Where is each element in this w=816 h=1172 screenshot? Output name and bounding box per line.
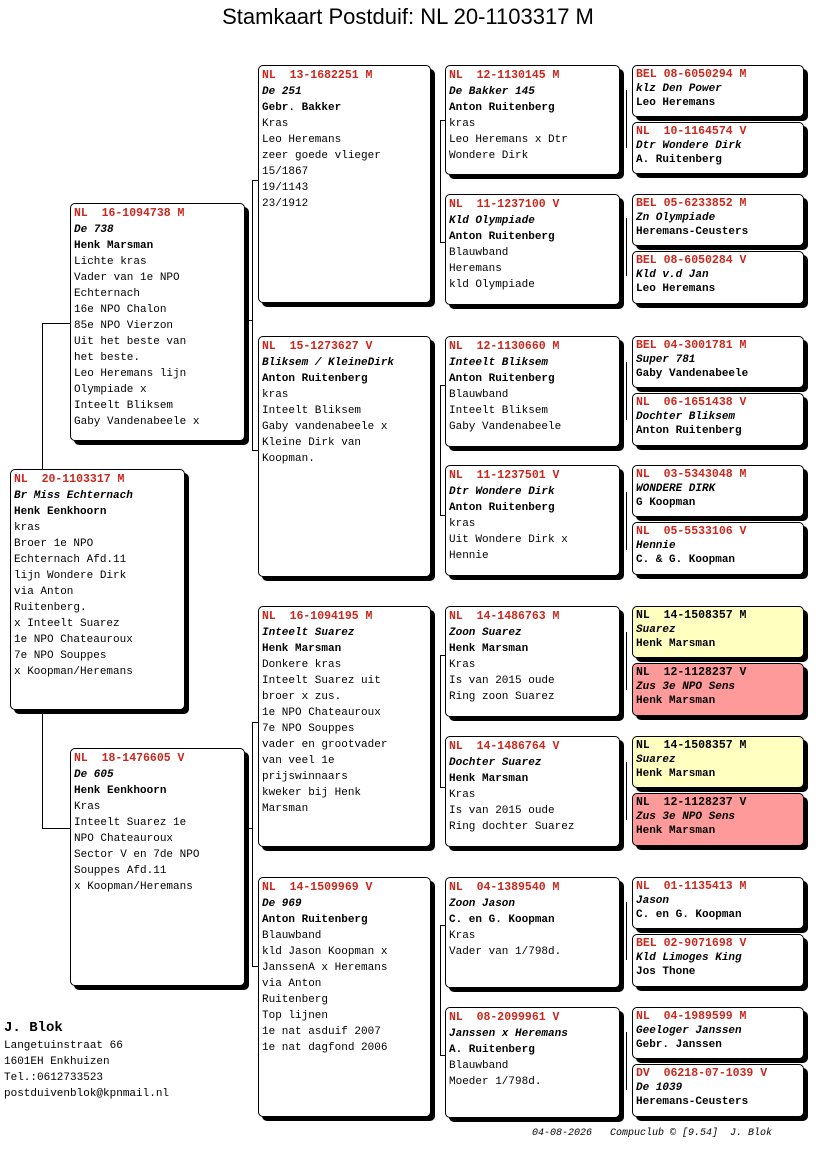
breeder-name: C. en G. Koopman [636,909,742,921]
pigeon-card-mmf [445,877,620,988]
info-line: Ring dochter Suarez [449,821,575,833]
pigeon-name: Kld Limoges King [636,952,742,964]
breeder-name: Gebr. Janssen [636,1039,722,1051]
info-line: 1e NPO Chateauroux [262,707,381,719]
pigeon-name: Dochter Bliksem [636,411,736,423]
page-title: Stamkaart Postduif: NL 20-1103317 M [222,4,594,29]
pigeon-card-g11 [632,736,804,788]
footer-text: 04-08-2026 Compuclub © [9.54] J. Blok [532,1128,773,1139]
pigeon-card-g1 [632,65,804,117]
connector-line [626,632,627,690]
breeder-name: Henk Marsman [74,240,154,252]
info-line: Vader van 1/798d. [449,946,562,958]
info-line: Blauwband [449,247,509,259]
breeder-name: Anton Ruitenberg [449,373,555,385]
connector-line [626,218,627,276]
pigeon-card-fmm [445,465,620,576]
info-line: Gaby vandenabeele x [262,421,388,433]
info-line: Hennie [449,550,489,562]
info-line: lijn Wondere Dirk [14,570,127,582]
info-line: Moeder 1/798d. [449,1076,542,1088]
pigeon-card-g13 [632,877,804,929]
info-line: Echternach [74,288,141,300]
ring-number: NL 04-1389540 M [449,881,560,894]
breeder-name: Anton Ruitenberg [262,914,368,926]
info-line: vader en grootvader [262,739,388,751]
connector-line [626,902,627,960]
connector-line [252,180,253,320]
info-line: kld Olympiade [449,279,535,291]
breeder-name: Henk Eenkhoorn [14,506,107,518]
breeder-name: Henk Marsman [262,643,342,655]
connector-line [440,655,441,787]
pigeon-card-mfm [445,736,620,847]
pigeon-name: De 738 [74,224,114,236]
breeder-name: Henk Marsman [636,768,716,780]
pigeon-card-subject [10,469,185,710]
pigeon-card-fm [258,336,431,577]
breeder-name: A. Ruitenberg [636,154,722,166]
info-line: Ring zoon Suarez [449,691,555,703]
info-line: Lichte kras [74,256,147,268]
info-line: prijswinnaars [262,771,348,783]
ring-number: NL 12-1128237 V [636,796,747,809]
info-line: Is van 2015 oude [449,805,555,817]
pigeon-name: WONDERE DIRK [636,483,716,495]
ring-number: NL 11-1237501 V [449,469,560,482]
ring-number: NL 11-1237100 V [449,198,560,211]
owner-block [4,1018,169,1102]
ring-number: NL 08-2099961 V [449,1011,560,1024]
breeder-name: Anton Ruitenberg [262,373,368,385]
pigeon-name: De Bakker 145 [449,86,535,98]
info-line: Uit het beste van [74,336,187,348]
breeder-name: Anton Ruitenberg [449,102,555,114]
info-line: Uit Wondere Dirk x [449,534,568,546]
connector-line [252,320,253,450]
ring-number: NL 16-1094195 M [262,610,373,623]
info-line: Inteelt Bliksem [449,405,549,417]
breeder-name: Henk Marsman [636,638,716,650]
info-line: van veel 1e [262,755,335,767]
info-line: Vader van 1e NPO [74,272,180,284]
pigeon-card-mm [258,877,431,1117]
ring-number: NL 12-1130660 M [449,340,560,353]
pigeon-name: Dochter Suarez [449,757,542,769]
ring-number: NL 06-1651438 V [636,396,747,409]
info-line: 1e nat dagfond 2006 [262,1042,388,1054]
pigeon-card-g2 [632,122,804,174]
pigeon-card-g6 [632,393,804,446]
info-line: kras [449,518,476,530]
pigeon-name: Kld v.d Jan [636,269,709,281]
owner-email: postduivenblok@kpnmail.nl [4,1088,170,1100]
pigeon-name: De 251 [262,86,302,98]
info-line: Ruitenberg [262,994,329,1006]
info-line: Marsman [262,803,309,815]
pigeon-card-g5 [632,336,804,388]
info-line: Kras [74,801,101,813]
breeder-name: C. & G. Koopman [636,554,736,566]
breeder-name: Henk Marsman [449,773,529,785]
pigeon-card-g9 [632,606,804,658]
info-line: Gaby Vandenabeele x [74,416,200,428]
ring-number: NL 12-1128237 V [636,666,747,679]
ring-number: NL 14-1509969 V [262,881,373,894]
pigeon-name: Zoon Suarez [449,627,522,639]
ring-number: NL 03-5343048 M [636,468,747,481]
pigeon-card-mmm [445,1007,620,1118]
ring-number: NL 16-1094738 M [74,207,185,220]
pigeon-card-g10 [632,663,804,716]
info-line: 1e nat asduif 2007 [262,1026,381,1038]
pigeon-name: Suarez [636,754,676,766]
info-line: broer x zus. [262,691,342,703]
breeder-name: Anton Ruitenberg [449,231,555,243]
info-line: 19/1143 [262,182,309,194]
pigeon-name: Kld Olympiade [449,215,535,227]
info-line: Leo Heremans [262,134,342,146]
pigeon-card-g16 [632,1064,804,1117]
info-line: Inteelt Bliksem [74,400,174,412]
pigeon-name: Zn Olympiade [636,212,716,224]
connector-line [626,762,627,820]
ring-number: NL 14-1508357 M [636,739,747,752]
pigeon-name: Hennie [636,540,676,552]
info-line: Is van 2015 oude [449,675,555,687]
pigeon-card-ff [258,65,431,303]
info-line: 7e NPO Souppes [14,650,107,662]
ring-number: NL 14-1508357 M [636,609,747,622]
ring-number: NL 10-1164574 V [636,125,747,138]
info-line: Kras [262,118,289,130]
breeder-name: Anton Ruitenberg [636,425,742,437]
ring-number: BEL 08-6050284 V [636,254,747,267]
info-line: Olympiade x [74,384,147,396]
info-line: Echternach Afd.11 [14,554,127,566]
pigeon-card-g14 [632,934,804,987]
breeder-name: Henk Marsman [636,695,716,707]
pigeon-name: Bliksem / KleineDirk [262,357,395,369]
info-line: 15/1867 [262,166,309,178]
breeder-name: Anton Ruitenberg [449,502,555,514]
pigeon-card-fmf [445,336,620,447]
pigeon-name: Br Miss Echternach [14,490,133,502]
breeder-name: Gebr. Bakker [262,102,342,114]
ring-number: NL 12-1130145 M [449,69,560,82]
breeder-name: A. Ruitenberg [449,1044,535,1056]
pigeon-name: Suarez [636,624,676,636]
pigeon-name: Dtr Wondere Dirk [449,486,555,498]
pigeon-card-fff [445,65,620,175]
pigeon-card-g4 [632,251,804,304]
info-line: x Koopman/Heremans [74,881,193,893]
connector-line [440,120,441,242]
pigeon-name: De 969 [262,898,302,910]
pigeon-card-g15 [632,1007,804,1059]
breeder-name: Leo Heremans [636,97,716,109]
connector-line [244,828,253,829]
info-line: 1e NPO Chateauroux [14,634,133,646]
info-line: kras [449,118,476,130]
info-line: zeer goede vlieger [262,150,381,162]
ring-number: NL 14-1486764 V [449,740,560,753]
info-line: 7e NPO Souppes [262,723,355,735]
connector-line [42,710,43,828]
breeder-name: Henk Eenkhoorn [74,785,167,797]
info-line: 85e NPO Vierzon [74,320,174,332]
info-line: Leo Heremans x Dtr [449,134,568,146]
info-line: Kras [449,789,476,801]
connector-line [42,323,43,470]
info-line: Souppes Afd.11 [74,865,167,877]
ring-number: NL 01-1135413 M [636,880,747,893]
ring-number: NL 14-1486763 M [449,610,560,623]
info-line: via Anton [262,978,322,990]
pigeon-card-ffm [445,194,620,305]
info-line: het beste. [74,352,141,364]
pigeon-name: Zus 3e NPO Sens [636,811,736,823]
connector-line [42,323,70,324]
breeder-name: Heremans-Ceusters [636,1096,749,1108]
pigeon-card-mf [258,606,431,847]
ring-number: BEL 05-6233852 M [636,197,747,210]
connector-line [42,828,70,829]
info-line: Gaby Vandenabeele [449,421,562,433]
connector-line [252,722,253,966]
info-line: Inteelt Bliksem [262,405,362,417]
ring-number: NL 13-1682251 M [262,69,373,82]
ring-number: NL 04-1989599 M [636,1010,747,1023]
info-line: Blauwband [449,389,509,401]
breeder-name: Jos Thone [636,966,696,978]
info-line: x Inteelt Suarez [14,618,120,630]
pigeon-name: Dtr Wondere Dirk [636,140,742,152]
info-line: Koopman. [262,453,315,465]
owner-address: Langetuinstraat 66 [4,1040,123,1052]
ring-number: BEL 02-9071698 V [636,937,747,950]
info-line: Kleine Dirk van [262,437,362,449]
pigeon-name: Janssen x Heremans [449,1028,568,1040]
info-line: Top lijnen [262,1010,329,1022]
pigeon-card-g3 [632,194,804,246]
pigeon-name: Inteelt Bliksem [449,357,549,369]
info-line: Blauwband [449,1060,509,1072]
info-line: 16e NPO Chalon [74,304,167,316]
pigeon-name: Zoon Jason [449,898,516,910]
pigeon-card-father [70,203,245,441]
breeder-name: Heremans-Ceusters [636,226,749,238]
pigeon-name: Super 781 [636,354,696,366]
info-line: Blauwband [262,930,322,942]
info-line: Leo Heremans lijn [74,368,187,380]
pigeon-name: De 1039 [636,1082,683,1094]
info-line: kras [14,522,41,534]
connector-line [626,1032,627,1090]
ring-number: BEL 04-3001781 M [636,339,747,352]
breeder-name: Henk Marsman [636,825,716,837]
info-line: kld Jason Koopman x [262,946,388,958]
pigeon-name: De 605 [74,769,114,781]
info-line: kras [262,389,289,401]
pigeon-card-mother [70,748,245,986]
breeder-name: C. en G. Koopman [449,914,555,926]
info-line: Wondere Dirk [449,150,529,162]
pigeon-card-mff [445,606,620,717]
connector-line [626,362,627,420]
pigeon-card-g8 [632,522,804,575]
pigeon-name: Zus 3e NPO Sens [636,681,736,693]
owner-city: 1601EH Enkhuizen [4,1056,110,1068]
info-line: Sector V en 7de NPO [74,849,200,861]
ring-number: DV 06218-07-1039 V [636,1067,768,1080]
owner-phone: Tel.:0612733523 [4,1072,104,1084]
pigeon-card-g12 [632,793,804,846]
info-line: NPO Chateauroux [74,833,174,845]
breeder-name: Henk Marsman [449,643,529,655]
connector-line [440,385,441,515]
info-line: Donkere kras [262,659,342,671]
info-line: 23/1912 [262,198,309,210]
pigeon-name: Jason [636,895,670,907]
info-line: Heremans [449,263,502,275]
breeder-name: Gaby Vandenabeele [636,368,749,380]
ring-number: NL 15-1273627 V [262,340,373,353]
connector-line [626,90,627,148]
ring-number: NL 18-1476605 V [74,752,185,765]
ring-number: BEL 08-6050294 M [636,68,747,81]
info-line: JanssenA x Heremans [262,962,388,974]
breeder-name: Leo Heremans [636,283,716,295]
info-line: kweker bij Henk [262,787,362,799]
info-line: via Anton [14,586,74,598]
pigeon-name: klz Den Power [636,83,722,95]
owner-name: J. Blok [4,1020,63,1036]
ring-number: NL 20-1103317 M [14,473,125,486]
info-line: Broer 1e NPO [14,538,94,550]
connector-line [626,492,627,550]
pigeon-name: Inteelt Suarez [262,627,355,639]
info-line: Kras [449,659,476,671]
info-line: x Koopman/Heremans [14,666,133,678]
pigeon-card-g7 [632,465,804,517]
info-line: Inteelt Suarez 1e [74,817,187,829]
info-line: Ruitenberg. [14,602,87,614]
info-line: Kras [449,930,476,942]
ring-number: NL 05-5533106 V [636,525,747,538]
pigeon-name: Geeloger Janssen [636,1025,742,1037]
breeder-name: G Koopman [636,497,696,509]
info-line: Inteelt Suarez uit [262,675,381,687]
connector-line [440,925,441,1055]
